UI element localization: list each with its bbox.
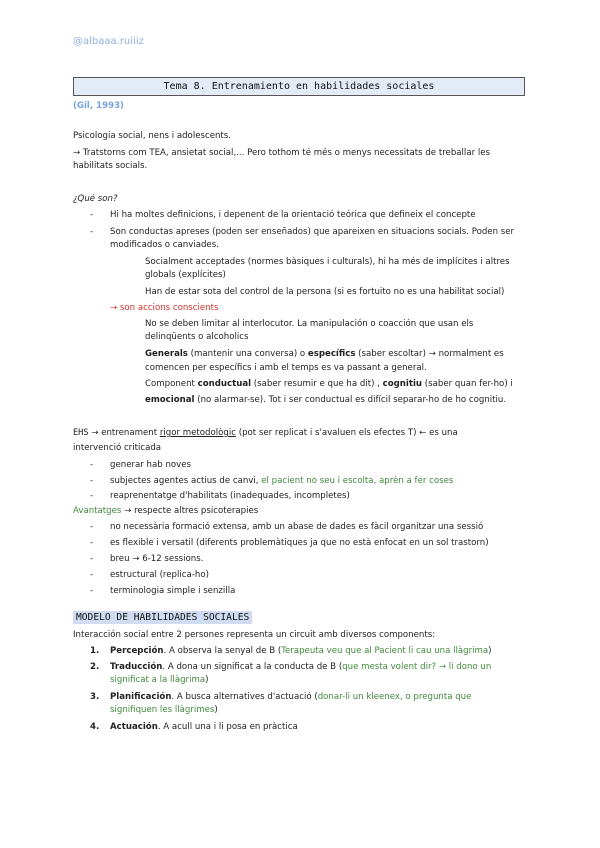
intro-line-2: → Tratstorns com TEA, ansietat social,... Pero tothom té més o menys necessitats de treballar les (73, 148, 491, 158)
item-number: 2. (90, 662, 100, 672)
term-percepcion: Percepción (110, 646, 164, 656)
que-son-heading: ¿Qué son? (73, 194, 118, 204)
text-span: (no alarmar-se). Tot i ser conductual es difícil separar-ho de ho cognitiu. (194, 395, 507, 405)
page-title (73, 77, 525, 96)
text-span: . A observa la senyal de B ( (163, 646, 282, 656)
green-note: Terapeuta veu que al Pacient li cau una llàgrima (281, 646, 489, 656)
sub-item-text: Han de estar sota del control de la persona (si es fortuito no es una habilitat social) (145, 287, 505, 297)
intro-line-1: Psicologia social, nens i adolescents. (73, 131, 232, 141)
text-span: . A acull una i li posa en pràctica (157, 722, 298, 732)
text-span: subjectes agentes actius de canvi, (110, 476, 262, 486)
bullet-dash: - (90, 570, 94, 580)
term-actuacion: Actuación (110, 722, 158, 732)
list-item-text: terminologia simple i senzilla (110, 586, 236, 596)
green-note: que mesta volent dir? → li dono un (342, 662, 492, 672)
list-item-text (110, 721, 298, 733)
bullet-dash: - (90, 491, 94, 501)
ehs-abbr: EHS (73, 428, 89, 438)
list-item-text: Son conductas apreses (poden ser enseñados) que apareixen en situacions socials. Poden ser (110, 227, 515, 237)
ehs-line-1 (73, 427, 458, 439)
bullet-dash: - (90, 460, 94, 470)
list-item-text (110, 661, 491, 673)
list-item-continuation: modificados o canviades. (110, 240, 219, 250)
bullet-dash: - (90, 522, 94, 532)
bullet-dash: - (90, 586, 94, 596)
text-span: . A dona un significat a la conducta de B ( (162, 662, 343, 672)
text-span: (saber escoltar) → normalment es (355, 349, 504, 359)
list-item-text (110, 691, 471, 703)
list-item-text: es flexible i versatil (diferents problemàtiques ja que no està enfocat en un sol trastorn) (110, 538, 489, 548)
text-span: → entrenament (88, 428, 160, 438)
sub-item-text (145, 378, 513, 390)
list-item-text: estructural (replica-ho) (110, 570, 209, 580)
text-span: ) (214, 705, 218, 715)
green-note: significat a la llàgrima (110, 675, 206, 685)
text-span: (saber quan fer-ho) i (422, 379, 513, 389)
text-span: (pot ser replicat i s'avaluen els efectes T) ← es una (235, 428, 458, 438)
model-intro: Interacción social entre 2 persones representa un circuit amb diversos components: (73, 630, 436, 640)
bullet-dash: - (90, 476, 94, 486)
rigor-term: rigor metodològic (159, 428, 236, 438)
list-item-text (110, 475, 453, 487)
green-note: donar-li un kleenex, o pregunta que (317, 692, 472, 702)
item-number: 4. (90, 722, 100, 732)
sub-item-text (145, 394, 506, 406)
list-item-text: Hi ha moltes definicions, i depenent de la orientació teórica que defineix el concepte (110, 210, 476, 220)
text-span: ) (205, 675, 209, 685)
advantages-label: Avantatges (73, 506, 122, 516)
page-title-text: Tema 8. Entrenamiento en habilidades sociales (163, 81, 435, 92)
list-item-text: generar hab noves (110, 460, 191, 470)
term-conductual: conductual (197, 379, 252, 389)
list-item-continuation (110, 704, 218, 716)
bullet-dash: - (90, 227, 94, 237)
term-cognitiu: cognitiu (382, 379, 423, 389)
text-span: (saber resumir e que ha dit) , (251, 379, 383, 389)
intro-line-3: habilitats socials. (73, 161, 148, 171)
term-emocional: emocional (145, 395, 195, 405)
sub-item-text: globals (explícites) (145, 270, 226, 280)
bullet-dash: - (90, 554, 94, 564)
text-span: . A busca alternatives d'actuació ( (171, 692, 318, 702)
list-item-text: reaprenentatge d'habilitats (inadequades, incompletes) (110, 491, 350, 501)
term-planificacion: Planificación (110, 692, 172, 702)
list-item-continuation (110, 674, 208, 686)
sub-item-text: No se deben limitar al interlocutor. La manipulación o coacción que usan els (145, 319, 474, 329)
section-heading-model: MODELO DE HABILIDADES SOCIALES (73, 611, 252, 624)
text-span: Component (145, 379, 198, 389)
text-span: → respecte altres psicoterapies (121, 506, 259, 516)
text-span: ) (488, 646, 492, 656)
list-item-text: breu → 6-12 sessions. (110, 554, 204, 564)
citation: (Gil, 1993) (73, 101, 124, 111)
green-note: el pacient no seu i escolta, aprèn a fer coses (261, 476, 454, 486)
advantages-heading (73, 505, 258, 517)
sub-item-text: delinqüents o alcoholics (145, 332, 249, 342)
list-item-text: no necessària formació extensa, amb un abase de dades es fàcil organitzar una sessió (110, 522, 484, 532)
item-number: 1. (90, 646, 100, 656)
term-generals: Generals (145, 349, 188, 359)
sub-item-text: comencen per específics i amb el temps es va passant a general. (145, 363, 427, 373)
item-number: 3. (90, 692, 100, 702)
sub-item-text (145, 348, 504, 360)
term-especifics: específics (307, 349, 356, 359)
list-item-text (110, 645, 492, 657)
bullet-dash: - (90, 538, 94, 548)
green-note: signifiquen les llàgrimes (110, 705, 215, 715)
ehs-line-2: intervenció criticada (73, 443, 162, 453)
bullet-dash: - (90, 210, 94, 220)
text-span: (mantenir una conversa) o (187, 349, 308, 359)
sub-item-text: Socialment acceptades (normes bàsiques i culturals), hi ha més de implícites i altres (145, 257, 510, 267)
conscious-actions-note: → son accions conscients (110, 303, 219, 313)
term-traduccion: Traducción (110, 662, 163, 672)
author-handle: @albaaa.ruiiiz (73, 36, 144, 47)
